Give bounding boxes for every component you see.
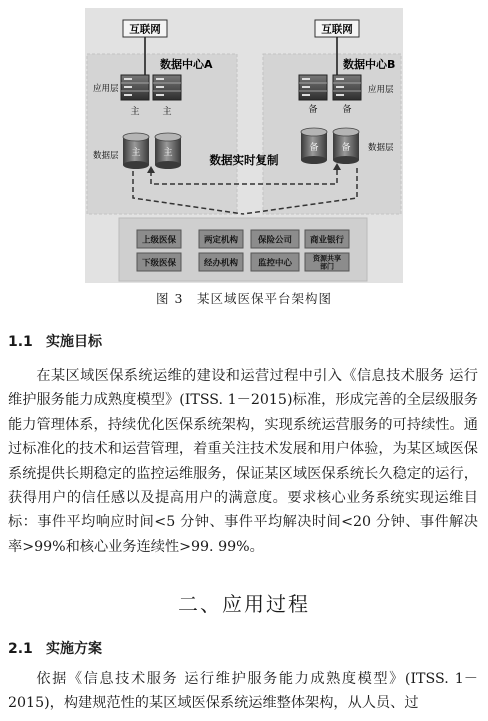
data-center-b-zone — [263, 54, 401, 214]
standby-label: 备 — [341, 143, 351, 153]
section-title: 实施目标 — [46, 334, 102, 350]
primary-label: 主 — [162, 107, 172, 117]
section-title: 实施方案 — [46, 641, 102, 657]
unit-label: 监控中心 — [257, 258, 293, 269]
dc-b-title: 数据中心B — [343, 58, 396, 71]
primary-label: 主 — [131, 148, 141, 158]
dc-a-title: 数据中心A — [160, 58, 213, 71]
section-heading-1-1 — [8, 331, 102, 351]
figure-caption: 图 3 某区域医保平台架构图 — [156, 291, 332, 306]
section-heading-2-1 — [8, 638, 102, 658]
architecture-figure — [85, 8, 403, 283]
server-icon — [121, 75, 149, 100]
unit-label: 部门 — [320, 262, 334, 271]
unit-label: 下级医保 — [141, 258, 177, 269]
data-layer-label-b: 数据层 — [368, 143, 394, 153]
server-icon — [299, 75, 327, 100]
internet-label-a: 互联网 — [129, 23, 161, 36]
standby-label: 备 — [342, 105, 352, 115]
section-number: 2.1 — [8, 641, 33, 657]
paragraph-plan: 依据《信息技术服务 运行维护服务能力成熟度模型》(ITSS. 1－2015)，构建规范性的某区域医保系统运维整体架构，从人员、过 — [8, 671, 478, 712]
replication-label: 数据实时复制 — [209, 153, 279, 167]
unit-label: 商业银行 — [309, 235, 345, 246]
primary-label: 主 — [130, 107, 140, 117]
unit-label: 经办机构 — [203, 258, 239, 269]
unit-label: 保险公司 — [257, 235, 293, 246]
data-layer-label-a: 数据层 — [93, 151, 119, 161]
chapter-heading: 二、应用过程 — [178, 592, 310, 616]
app-layer-label-a: 应用层 — [93, 84, 119, 94]
unit-label: 上级医保 — [141, 235, 177, 246]
internet-label-b: 互联网 — [321, 23, 353, 36]
server-icon — [153, 75, 181, 100]
standby-label: 备 — [309, 143, 319, 153]
primary-label: 主 — [163, 148, 173, 158]
app-layer-label-b: 应用层 — [368, 85, 394, 95]
server-icon — [333, 75, 361, 100]
standby-label: 备 — [308, 105, 318, 115]
units-panel — [119, 218, 367, 281]
unit-label: 两定机构 — [203, 235, 239, 246]
unit-label: 资源共享 — [313, 254, 341, 263]
paragraph-goals: 在某区域医保系统运维的建设和运营过程中引入《信息技术服务 运行维护服务能力成熟度模型》(ITSS. 1－2015)标准，形成完善的全层级服务能力管理体系，持续优化医保系统架构，实现系统运营服务的可持续性。通过标准化的技术和运营管理，着重关注技术发展和用户体验，为某区域医保系统提供长期稳定的监控运维服务，保证某区域医保系统长久稳定的运行，获得用户的信任感以及提高用户的满意度。要求核心业务系统实现运维目标：事件平均响应时间<5 分钟、事件平均解决时间<20 分钟、事件解决率>99%和核心业务连续性>99. 99%。 — [8, 368, 478, 555]
section-number: 1.1 — [8, 334, 33, 350]
